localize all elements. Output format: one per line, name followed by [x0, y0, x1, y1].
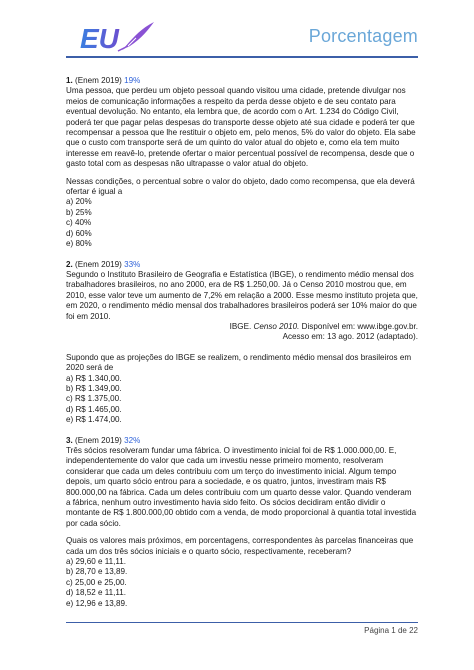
- header-divider: [66, 56, 418, 58]
- question-2-percent: 33%: [124, 259, 141, 269]
- question-2-citation: [66, 322, 418, 332]
- question-2-body: Segundo o Instituto Brasileiro de Geografia e Estatística (IBGE), o rendimento médio mensal dos trabalhadores brasileiros, no ano 2000, era de R$ 1.250,00. Já o Censo 2010 mostrou que, em 2010, esse valor teve um aumento de 7,2% em relação a 2000. Esse mesmo instituto projeta que, em 2020, o rendimento médio mensal dos trabalhadores brasileiros poderá ser 10% maior do que foi em 2010.: [66, 269, 418, 321]
- question-3-number: 3.: [66, 435, 73, 445]
- question-3-option-c: c) 25,00 e 25,00.: [66, 577, 127, 587]
- question-2-option-b: b) R$ 1.349,00.: [66, 383, 122, 393]
- page-title: Porcentagem: [308, 26, 418, 46]
- citation-post: Disponível em: www.ibge.gov.br.: [301, 321, 418, 331]
- question-3-option-e: e) 12,96 e 13,89.: [66, 598, 128, 608]
- eu-logo-icon: [78, 20, 158, 54]
- question-1-prompt: Nessas condições, o percentual sobre o valor do objeto, dado como recompensa, que ela deverá ofertar é igual a: [66, 176, 415, 197]
- question-2-prompt: Supondo que as projeções do IBGE se realizem, o rendimento médio mensal dos brasileiros em 2020 será de: [66, 352, 412, 373]
- content-area: [66, 76, 418, 609]
- page-number: Página 1 de 22: [364, 626, 418, 635]
- question-1-option-d: d) 60%: [66, 228, 92, 238]
- question-3-source: (Enem 2019): [75, 435, 122, 445]
- question-3-heading: [66, 436, 418, 446]
- question-2-citation-access: Acesso em: 13 ago. 2012 (adaptado).: [282, 332, 418, 342]
- question-1-option-a: a) 20%: [66, 197, 92, 207]
- question-2-option-e: e) R$ 1.474,00.: [66, 415, 122, 425]
- question-2-source: (Enem 2019): [75, 259, 122, 269]
- question-3-option-b: b) 28,70 e 13,89.: [66, 567, 128, 577]
- footer-divider: [66, 622, 418, 623]
- question-3-option-d: d) 18,52 e 11,11.: [66, 588, 126, 598]
- question-1-option-c: c) 40%: [66, 218, 92, 228]
- question-1-heading: [66, 76, 418, 86]
- citation-pre: IBGE.: [229, 321, 252, 331]
- question-2-option-c: c) R$ 1.375,00.: [66, 394, 122, 404]
- question-1-percent: 19%: [124, 76, 141, 85]
- question-1-number: 1.: [66, 76, 73, 85]
- question-3-prompt: Quais os valores mais próximos, em porcentagens, correspondentes às parcelas financeiras que cada um dos três sócios iniciais e o quarto sócio, respectivamente, receberam?: [66, 536, 414, 556]
- question-3-option-a: a) 29,60 e 11,11.: [66, 557, 126, 567]
- question-2-heading: [66, 260, 418, 270]
- question-1-source: (Enem 2019): [75, 76, 122, 85]
- logo-text: EU: [80, 23, 119, 54]
- citation-italic: Censo 2010.: [253, 321, 300, 331]
- question-1-body: Uma pessoa, que perdeu um objeto pessoal quando visitou uma cidade, pretende divulgar nos meios de comunicação informações a respeito da perda desse objeto e de seu contato para eventual devolução. No entanto, ela lembra que, de acordo com o Art. 1.234 do Código Civil, poderá ter que pagar pelas despesas do transporte desse objeto até sua cidade e poderá ter que recompensar a pessoa que lhe restituir o objeto em, pelo menos, 5% do valor do objeto. Ela sabe que o custo com transporte será de um quinto do valor atual do objeto e, como ela tem muito interesse em reavê-lo, pretende ofertar o maior percentual possível de recompensa, desde que o gasto total com as despesas não ultrapasse o valor atual do objeto.: [66, 86, 416, 169]
- question-3-body: Três sócios resolveram fundar uma fábrica. O investimento inicial foi de R$ 1.000.000,00. E, independentemente do valor que cada um investiu nesse primeiro momento, resolveram considerar que cada um deles contribuiu com um terço do investimento inicial. Algum tempo depois, um quarto sócio entrou para a sociedade, e os quatro, juntos, investiram mais R$ 800.000,00 na fábrica. Cada um deles contribuiu com um quarto desse valor. Quando venderam a fábrica, nenhum outro investimento havia sido feito. Os sócios decidiram então dividir o montante de R$ 1.800.000,00 obtido com a venda, de modo proporcional à quantia total investida por cada sócio.: [66, 446, 417, 528]
- question-1-option-e: e) 80%: [66, 239, 92, 249]
- question-2-number: 2.: [66, 259, 73, 269]
- question-2-option-a: a) R$ 1.340,00.: [66, 373, 122, 383]
- question-1-option-b: b) 25%: [66, 207, 92, 217]
- question-3-percent: 32%: [124, 435, 141, 445]
- question-2-option-d: d) R$ 1.465,00.: [66, 404, 122, 414]
